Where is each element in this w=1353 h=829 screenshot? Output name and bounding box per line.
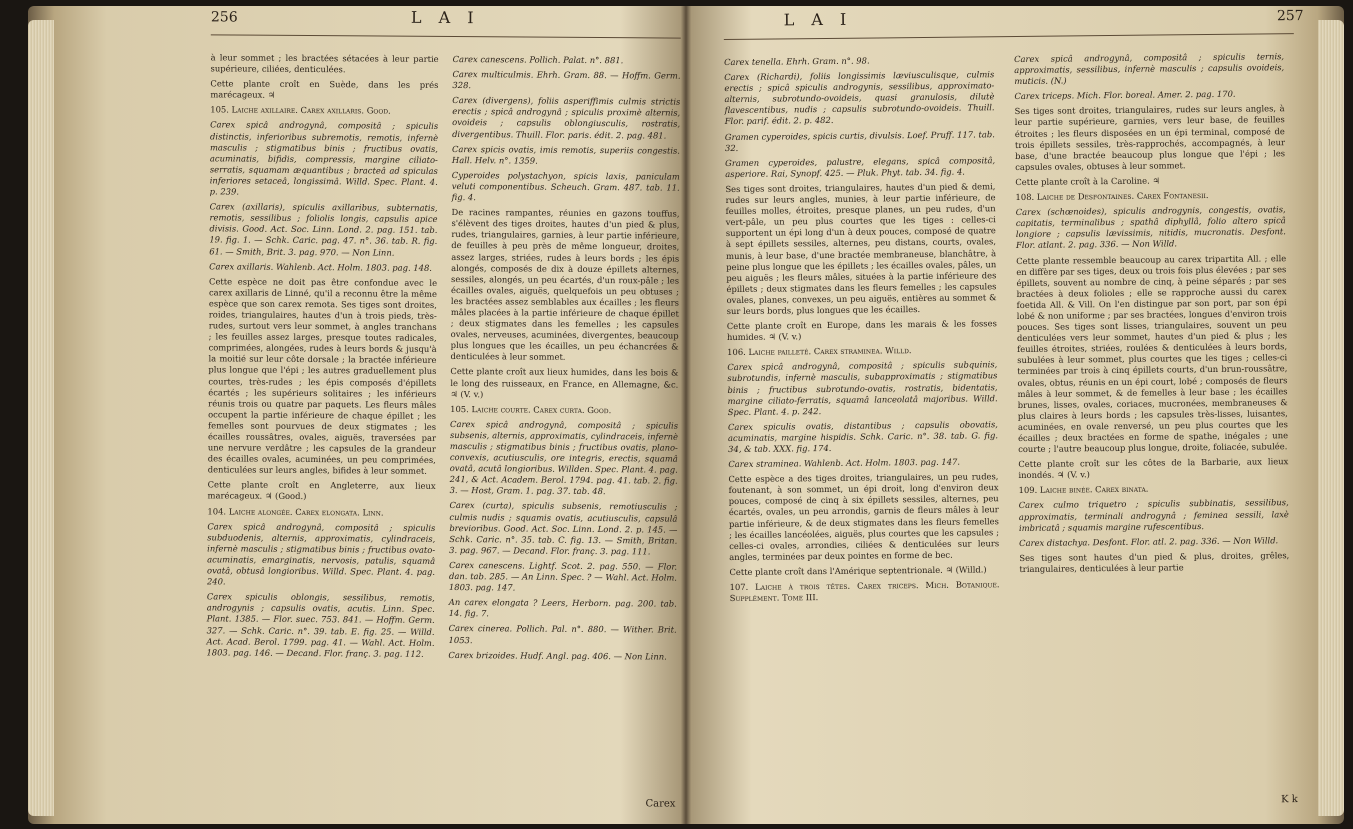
paragraph: Carex canescens. Lightf. Scot. 2. pag. 550. — Flor. dan. tab. 285. — An Linn. Spec. ? — Wahl. Act. Holm. 1803. pag. 147. [448,559,678,593]
paragraph: De racines rampantes, réunies en gazons touffus, s'élèvent des tiges droites, hautes d'un pied & plus, rudes, triangulaires, garnies, à leur partie inférieure, de feuilles à peu près de même longueur, droites, assez larges, striées, rudes à leurs bords ; les épis alongés, composés de dix à douze épillets alternes, sessiles, alongés, un peu écartés, d'un roux-pâle ; les écailles ovales, aiguës, quelquefois un peu obtuses ; les bractées assez semblables aux écailles ; les fleurs mâles placées à la partie inférieure de chaque épillet ; deux stigmates dans les femelles ; les capsules ovales, nerveuses, acuminées, divergentes, beaucoup plus longues que les écailles, un peu échancrées & denticulées à leur sommet. [450,207,680,363]
paragraph: Cette plante croît à la Caroline. ♃ [1015,175,1160,187]
paragraph: à leur sommet ; les bractées sétacées à leur partie supérieure, ciliées, denticulées. [210,52,439,75]
paragraph: Carex (schœnoides), spiculis androgynis, congestis, ovatis, capitatis, terminalibus ; spathâ diphyllâ, folio altero spicâ longiore ; capsulis lævissimis, nitidis, mucronatis. Desfont. Flor. atlant. 2. pag. 336. — Non Willd. [1015,204,1286,251]
paragraph: Carex straminea. Wahlenb. Act. Holm. 1803. pag. 147. [728,456,961,470]
paragraph: Carex canescens. Pollich. Palat. n°. 881. [452,54,624,66]
paragraph: Carex distachya. Desfont. Flor. atl. 2. pag. 336. — Non Willd. [1019,535,1279,548]
page-edges-left [28,20,54,816]
paragraph: Carex spicâ androgynâ, compositâ ; spiculis subquinis, subrotundis, infernè masculis, subapproximatis ; stigmatibus binis ; fructibus subrotundo-ovatis, rostratis, bidentatis, margine ciliato-ferratis, squamâ lanceolatâ majoribus. Willd. Spec. Plant. 4. p. 242. [727,359,998,417]
paragraph: Ses tiges sont hautes d'un pied & plus, droites, grêles, triangulaires, denticulées à leur partie [1019,550,1290,574]
paragraph: Gramen cyperoides, spicis curtis, divulsis. Loef. Pruff. 117. tab. 32. [724,128,995,153]
paragraph: An carex elongata ? Leers, Herborn. pag. 200. tab. 14. fig. 7. [448,597,677,619]
running-header: L A I [410,7,480,28]
page-edges-right [1318,20,1344,816]
paragraph: Carex triceps. Mich. Flor. boreal. Amer. 2. pag. 170. [1014,88,1236,102]
paragraph: 105. Laiche axillaire. Carex axillaris. Good. [210,104,391,116]
paragraph: Cette espèce ne doit pas être confondue avec le carex axillaris de Linné, qu'il a reconnu être la même espèce que son carex remota. Ses tiges sont droites, roides, triangulaires, hautes d'un à trois pieds, très-rudes, surtout vers leur sommet, à angles tranchans ; les feuilles assez larges, presque toutes radicales, comprimées, alongées, rudes à leurs bords & jusqu'à la moitié sur leur côte dorsale ; la bractée inférieure plus longue que l'épi ; les autres graduellement plus courtes, très-rudes ; les épis composés d'épillets écartés ; les supérieurs solitaires ; les inférieurs réunis trois ou quatre par paquets. Les fleurs mâles occupent la partie inférieure de chaque épillet ; les femelles sont pourvues de deux stigmates ; les écailles roussâtres, ovales, aiguës, traversées par une nervure verdâtre ; les capsules de la grandeur des écailles ovales, acuminées, un peu comprimées, denticulées sur leurs angles, bifides à leur sommet. [207,276,438,477]
paragraph: Carex spicâ androgynâ, compositâ ; spiculis ternis, approximatis, sessilibus, infernè masculis ; capsulis ovoideis, muticis. (N.) [1014,51,1285,87]
catchword: Carex [645,798,676,810]
header-rule [724,33,1294,40]
paragraph: Carex spicis ovatis, imis remotis, superiis congestis. Hall. Helv. n°. 1359. [451,143,681,166]
paragraph: Carex (Richardi), foliis longissimis læviusculisque, culmis erectis ; spicâ spiculis androgynis, sessilibus, approximato-alternis, subrotundo-ovoideis, quasi granulosis, dilutè flavescentibus, nudis ; capsulis subrotundo-ovoideis. Thuill. Flor. parif. édit. 2. p. 482. [724,69,995,127]
paragraph: 104. Laiche alongée. Carex elongata. Linn. [207,505,384,518]
right-page [724,7,1312,817]
header-rule [211,34,681,38]
paragraph: Cette espèce a des tiges droites, triangulaires, un peu rudes, foutenant, à son sommet, un épi droit, long d'environ deux pouces, composé de cinq à six épillets sessiles, alternes, peu écartés, ovales, un peu arrondis, garnis de fleurs mâles à leur partie inférieure, & de deux stigmates dans les fleurs femelles ; les écailles lancéolées, aiguës, plus courtes que les capsules ; celles-ci ovales, arrondies, ciliées & denticulées sur leurs angles, terminées par deux pointes en forme de bec. [728,471,1000,562]
paragraph: Cette plante croît en Europe, dans les marais & les fosses humides. ♃ (V. v.) [726,318,997,343]
paragraph: Carex cinerea. Pollich. Pal. n°. 880. — Wither. Brit. 1053. [448,623,677,645]
paragraph: Carex brizoides. Hudf. Angl. pag. 406. — Non Linn. [448,649,667,662]
right-column-1 [724,54,1000,608]
paragraph: Carex tenella. Ehrh. Gram. n°. 98. [724,55,870,68]
paragraph: Gramen cyperoides, palustre, elegans, spicâ compositâ, asperiore. Rai, Synopf. 425. — Pluk. Phyt. tab. 34. fig. 4. [725,154,996,179]
paragraph: Carex spicâ androgynâ, compositâ ; spiculis subduodenis, alternis, approximatis, cylindraceis, infernè masculis ; stigmatibus binis ; fructibus ovato-acuminatis, emarginatis, nervosis, patulis, squamâ ovatâ, obtusâ longioribus. Willd. Spec. Plant. 4. pag. 240. [206,520,436,587]
open-book [28,6,1344,824]
paragraph: Carex multiculmis. Ehrh. Gram. 88. — Hoffm. Germ. 328. [452,69,681,91]
page-number: 256 [210,9,238,26]
paragraph: Carex (curta), spiculis subsenis, remotiusculis ; culmis nudis ; squamis ovatis, acutiusculis, capsulâ brevioribus. Good. Act. Soc. Linn. Lond. 2. p. 145. — Schk. Caric. n°. 35. tab. C. fig. 13. — Smith, Britan. 3. pag. 967. — Decand. Flor. franç. 3. pag. 111. [449,500,678,557]
left-column-2 [448,54,680,666]
page-number: 257 [1276,7,1304,25]
paragraph: 108. Laiche de Desfontaines. Carex Fontanesii. [1015,190,1209,203]
paragraph: Carex (axillaris), spiculis axillaribus, subternatis, remotis, sessilibus ; foliolis longis, capsulis apice divisis. Good. Act. Soc. Linn. Lond. 2. pag. 151. tab. 19. fig. 1. — Schk. Caric. pag. 47. n°. 36. tab. R. fig. 61. — Smith, Brit. 3. pag. 970. — Non Linn. [209,201,438,258]
paragraph: Ses tiges sont droites, triangulaires, hautes d'un pied & demi, rudes sur leurs angles, munies, à leur partie inférieure, de feuilles molles, étroites, presque planes, un peu rudes, d'un vert-pâle, un peu plus courtes que les tiges : celles-ci supportent un épi long d'un à deux pouces, composé de quatre à sept épillets sessiles, alternes, peu distans, courts, ovales, munis, à leur base, d'une bractée membraneuse, blanchâtre, à peine plus longue que les épillets ; les écailles ovales, pâles, un peu aiguës ; les fleurs mâles, situées à la partie inférieure des épillets ; deux stigmates dans les fleurs femelles ; les capsules ovales, planes, convexes, un peu aiguës, entières au sommet & sur leurs bords, plus longues que les écailles. [725,181,997,317]
paragraph: Cette plante croît en Angleterre, aux lieux marécageux. ♃ (Good.) [207,479,436,502]
left-page [205,7,690,815]
paragraph: 106. Laiche pailleté. Carex straminea. Willd. [727,345,912,358]
paragraph: Carex culmo triquetro ; spiculis subbinatis, sessilibus, approximatis, terminali androgynâ ; feminea sessili, laxè imbricatâ ; squamis margine rufescentibus. [1018,497,1289,533]
paragraph: 105. Laiche courte. Carex curta. Good. [450,403,612,415]
paragraph: Carex axillaris. Wahlenb. Act. Holm. 1803. pag. 148. [209,260,433,273]
paragraph: Carex spiculis oblongis, sessilibus, remotis, androgynis ; capsulis ovatis, acutis. Linn. Spec. Plant. 1385. — Flor. suec. 753. 841. — Hoffm. Germ. 327. — Schk. Caric. n°. 39. tab. E. fig. 25. — Willd. Act. Acad. Berol. 1799. pag. 41. — Wahl. Act. Holm. 1803. pag. 146. — Decand. Flor. franç. 3. pag. 112. [206,591,435,659]
paragraph: Carex spicâ androgynâ, compositâ ; spiculis distinctis, inferioribus subremotis, remotis, infernè masculis ; stigmatibus binis ; fructibus ovatis, acuminatis, bifidis, compressis, margine ciliato-serratis, squamam æquantibus ; bracteâ ad spiculas inferiores setaceâ, longissimâ. Willd. Spec. Plant. 4. p. 239. [209,119,439,197]
paragraph: Cette plante croît sur les côtes de la Barbarie, aux lieux inondés. ♃ (V. v.) [1018,456,1289,481]
running-header: L A I [783,9,853,30]
paragraph: Cette plante croît aux lieux humides, dans les bois & le long des ruisseaux, en France, en Allemagne, &c. ♃ (V. v.) [450,366,679,399]
paragraph: Cyperoides polystachyon, spicis laxis, paniculam veluti componentibus. Scheuch. Gram. 487. tab. 11. fig. 4. [451,169,680,203]
paragraph: Carex spicâ androgynâ, compositâ ; spiculis subsenis, alternis, approximatis, cylindraceis, infernè masculis ; stigmatibus binis ; fructibus ovatis, plano-convexis, acutiusculis, ore integris, erectis, squamâ ovatâ, acutâ longioribus. Willden. Spec. Plant. 4. pag. 241, & Act. Academ. Berol. 1794. pag. 41. tab. 2. fig. 3. — Host, Gram. 1. pag. 37. tab. 48. [449,418,679,497]
paragraph: Ses tiges sont droites, triangulaires, rudes sur leurs angles, à leur partie supérieure, garnies, vers leur base, de feuilles étroites ; les fleurs disposées en un épi terminal, composé de trois épillets sessiles, très-rapprochés, accompagnés, à leur base, d'une bractée beaucoup plus longue que l'épi ; les capsules ovales, obtuses à leur sommet. [1014,103,1286,172]
paragraph: 109. Laiche binée. Carex binata. [1018,484,1149,496]
paragraph: Carex (divergens), foliis asperiffimis culmis strictis erectis ; spicâ androgynâ ; spiculis proximè alternis, ovoideis ; capsulis oblongiusculis, rostratis, divergentibus. Thuill. Flor. paris. édit. 2. pag. 481. [452,95,681,141]
paragraph: Cette plante croît en Suède, dans les prés marécageux. ♃ [210,78,439,101]
paragraph: 107. Laiche à trois têtes. Carex triceps. Mich. Botanique. Supplément. Tome III. [729,579,1000,604]
paragraph: Cette plante croît dans l'Amérique septentrionale. ♃ (Willd.) [729,564,987,577]
paragraph: Cette plante ressemble beaucoup au carex tripartita All. ; elle en diffère par ses tiges, deux ou trois fois plus élevées ; par ses épillets, souvent au nombre de cinq, à peine séparés ; par ses bractées à deux folioles ; elle se rapproche aussi du carex foetida All. & Vill. On l'en distingue par son port, par son épi lobé & non uniforme ; par ses bractées, longues d'environ trois pouces. Ses tiges sont lisses, triangulaires, souvent un peu denticulées vers leur sommet, hautes d'un pied & plus ; les feuilles étroites, striées, roulées & denticulées à leurs bords, subulées à leur sommet, plus courtes que les tiges ; celles-ci terminées par trois à cinq épillets courts, d'un brun-roussâtre, ovales, obtus, réunis en un épi court, lobé ; composés de fleurs mâles à leur sommet, & de femelles à leur base ; les écailles brunes, lisses, ovales, coriaces, mucronées, membraneuses & plus claires à leurs bords ; les capsules très-lisses, luisantes, acuminées, en ovale renversé, un peu plus courtes que les écailles ; deux bractées en forme de spathe, inégales ; une courte ; l'autre beaucoup plus longue, droite, foliacée, subulée. [1016,252,1289,455]
left-column-1 [206,52,438,663]
paragraph: Carex spiculis ovatis, distantibus ; capsulis obovatis, acuminatis, margine hispidis. Schk. Caric. n°. 38. tab. G. fig. 34, & tab. XXX. fig. 174. [727,419,999,455]
signature-mark: K k [1281,793,1298,806]
right-column-2 [1014,51,1289,579]
